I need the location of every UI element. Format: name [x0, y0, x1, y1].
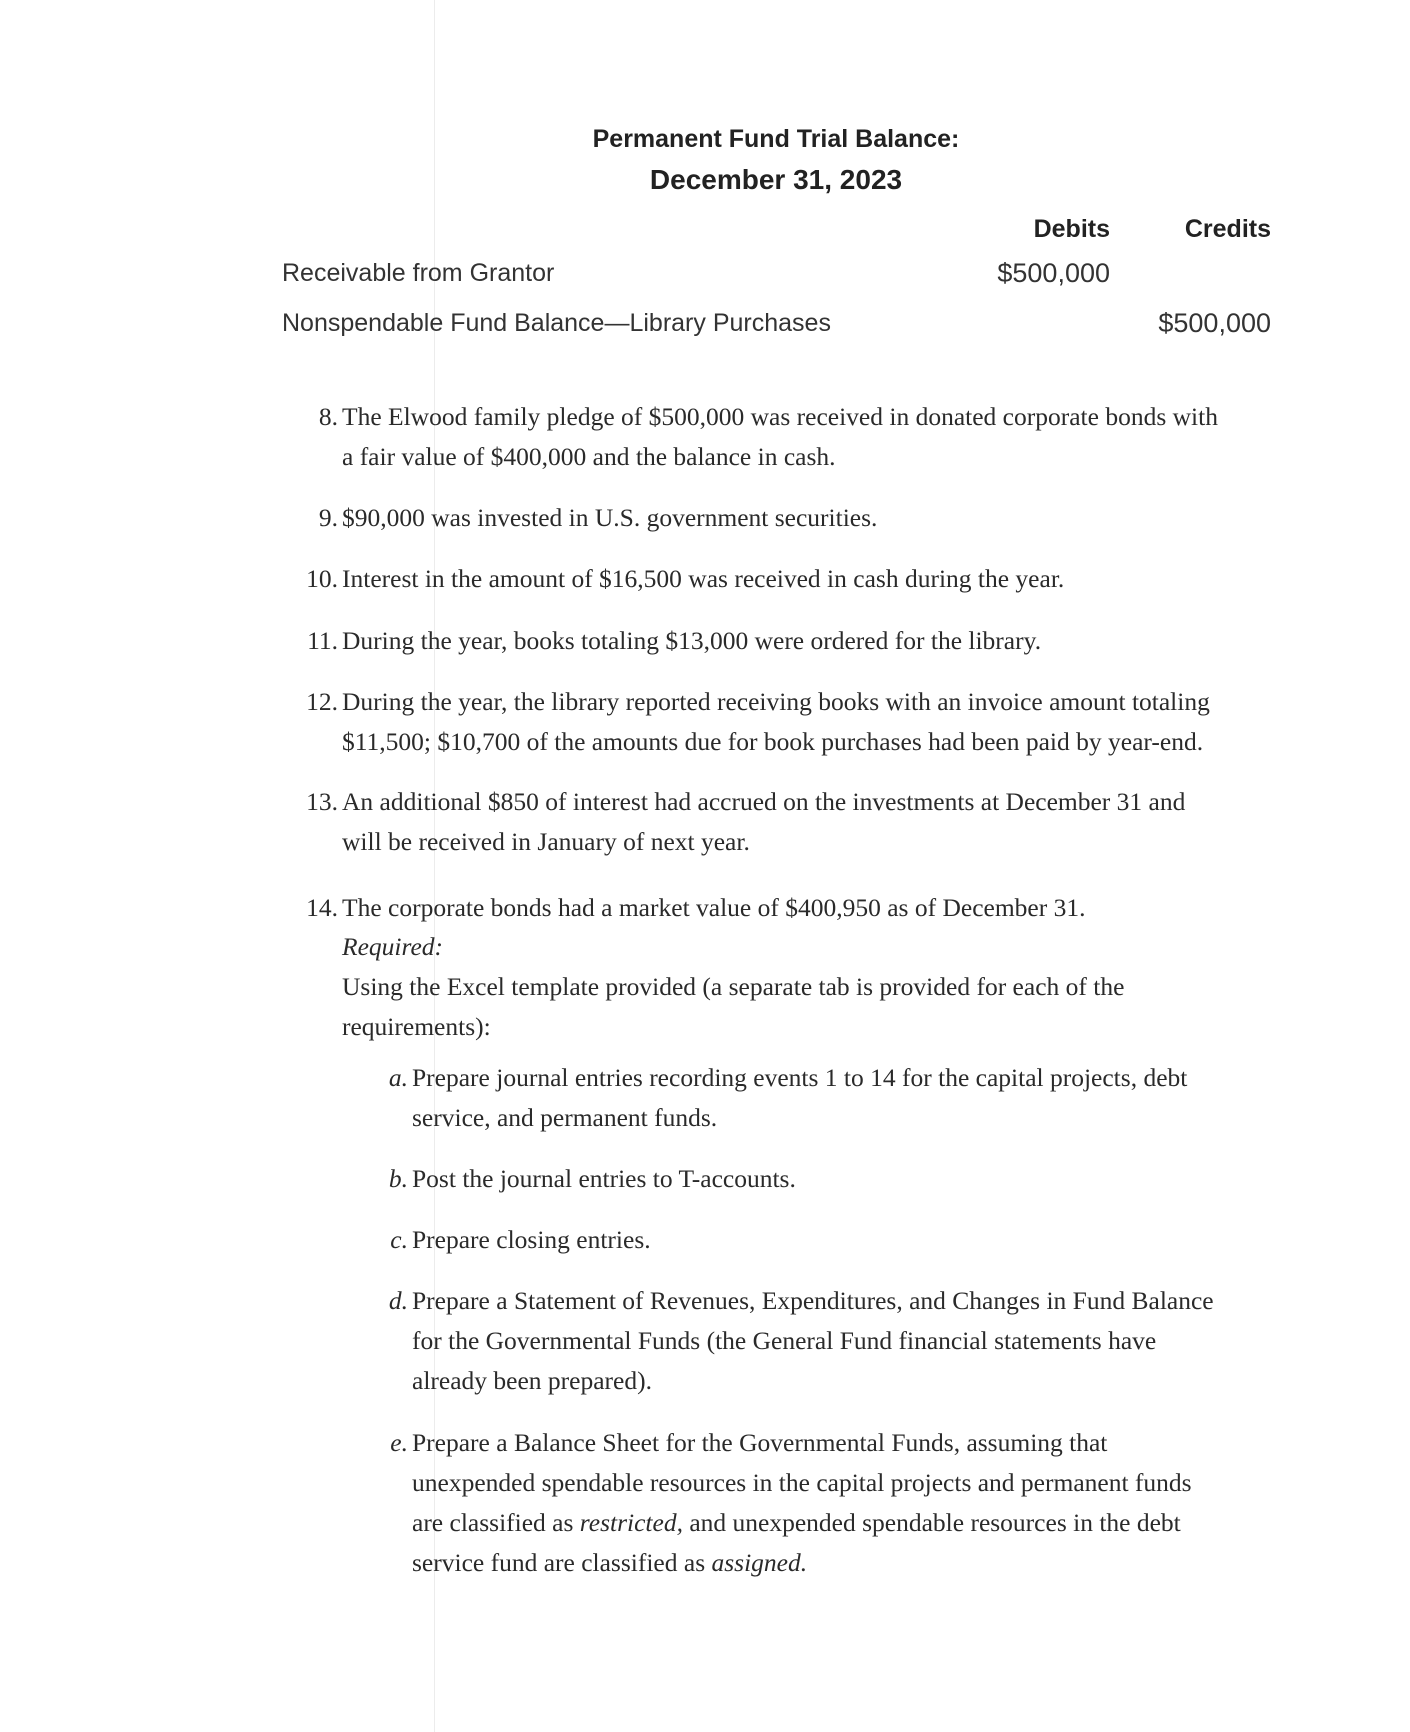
- tb-account-nonspendable-fund-balance: Nonspendable Fund Balance—Library Purchases: [282, 309, 831, 337]
- item-text: Interest in the amount of $16,500 was received in cash during the year.: [342, 564, 1065, 593]
- tb-credit-amount: $500,000: [1158, 308, 1271, 338]
- requirement-text: Prepare closing entries.: [412, 1225, 651, 1254]
- item-number: 14.: [306, 893, 338, 922]
- required-text: requirements):: [342, 1012, 491, 1041]
- requirement-letter: d.: [388, 1286, 408, 1315]
- item-text: An additional $850 of interest had accrued on the investments at December 31 and: [342, 787, 1186, 816]
- tb-account-receivable-from-grantor: Receivable from Grantor: [282, 259, 555, 287]
- requirement-letter: a.: [388, 1063, 408, 1092]
- required-section: [342, 927, 1282, 1047]
- requirement-text: Prepare a Statement of Revenues, Expenditures, and Changes in Fund Balance: [412, 1286, 1214, 1315]
- item-text: will be received in January of next year.: [342, 827, 750, 856]
- item-text: During the year, the library reported receiving books with an invoice amount totaling: [342, 687, 1210, 716]
- requirement-text: Post the journal entries to T-accounts.: [412, 1164, 796, 1193]
- trial-balance-date: December 31, 2023: [649, 164, 903, 195]
- text-run: and unexpended spendable resources in the debt: [682, 1508, 1181, 1537]
- requirement-text: [412, 1503, 1290, 1543]
- requirement-letter: e.: [390, 1428, 408, 1457]
- emphasis-assigned: assigned.: [711, 1548, 808, 1577]
- requirement-text: Prepare journal entries recording events 1 to 14 for the capital projects, debt: [412, 1063, 1188, 1092]
- tb-debit-amount: $500,000: [997, 258, 1110, 288]
- item-number: 12.: [306, 687, 338, 716]
- credits-header: Credits: [1184, 215, 1271, 243]
- item-number: 13.: [306, 787, 338, 816]
- emphasis-restricted: restricted,: [579, 1508, 683, 1537]
- requirement-letter: c.: [390, 1225, 408, 1254]
- requirement-text: [412, 1543, 1290, 1583]
- required-label: Required:: [342, 932, 444, 961]
- debits-header: Debits: [1033, 215, 1110, 243]
- item-text: $11,500; $10,700 of the amounts due for book purchases had been paid by year-end.: [342, 727, 1204, 756]
- item-number: 8.: [318, 402, 338, 431]
- item-number: 11.: [307, 626, 338, 655]
- item-text: The corporate bonds had a market value of $400,950 as of December 31.: [342, 893, 1086, 922]
- requirement-text: Prepare a Balance Sheet for the Governmental Funds, assuming that: [412, 1428, 1108, 1457]
- requirement-text: service, and permanent funds.: [412, 1103, 718, 1132]
- requirement-letter: b.: [388, 1164, 408, 1193]
- required-text: Using the Excel template provided (a separate tab is provided for each of the: [342, 972, 1125, 1001]
- item-text: a fair value of $400,000 and the balance in cash.: [342, 442, 836, 471]
- requirement-text: unexpended spendable resources in the capital projects and permanent funds: [412, 1468, 1192, 1497]
- item-text: $90,000 was invested in U.S. government securities.: [342, 503, 878, 532]
- trial-balance-title: Permanent Fund Trial Balance:: [592, 125, 960, 153]
- requirement-text: for the Governmental Funds (the General Fund financial statements have: [412, 1326, 1157, 1355]
- item-number: 9.: [318, 503, 338, 532]
- text-run: service fund are classified as: [412, 1548, 712, 1577]
- item-number: 10.: [306, 564, 338, 593]
- item-text: The Elwood family pledge of $500,000 was received in donated corporate bonds with: [342, 402, 1218, 431]
- text-run: are classified as: [412, 1508, 580, 1537]
- item-text: During the year, books totaling $13,000 were ordered for the library.: [342, 626, 1042, 655]
- requirement-text: already been prepared).: [412, 1366, 652, 1395]
